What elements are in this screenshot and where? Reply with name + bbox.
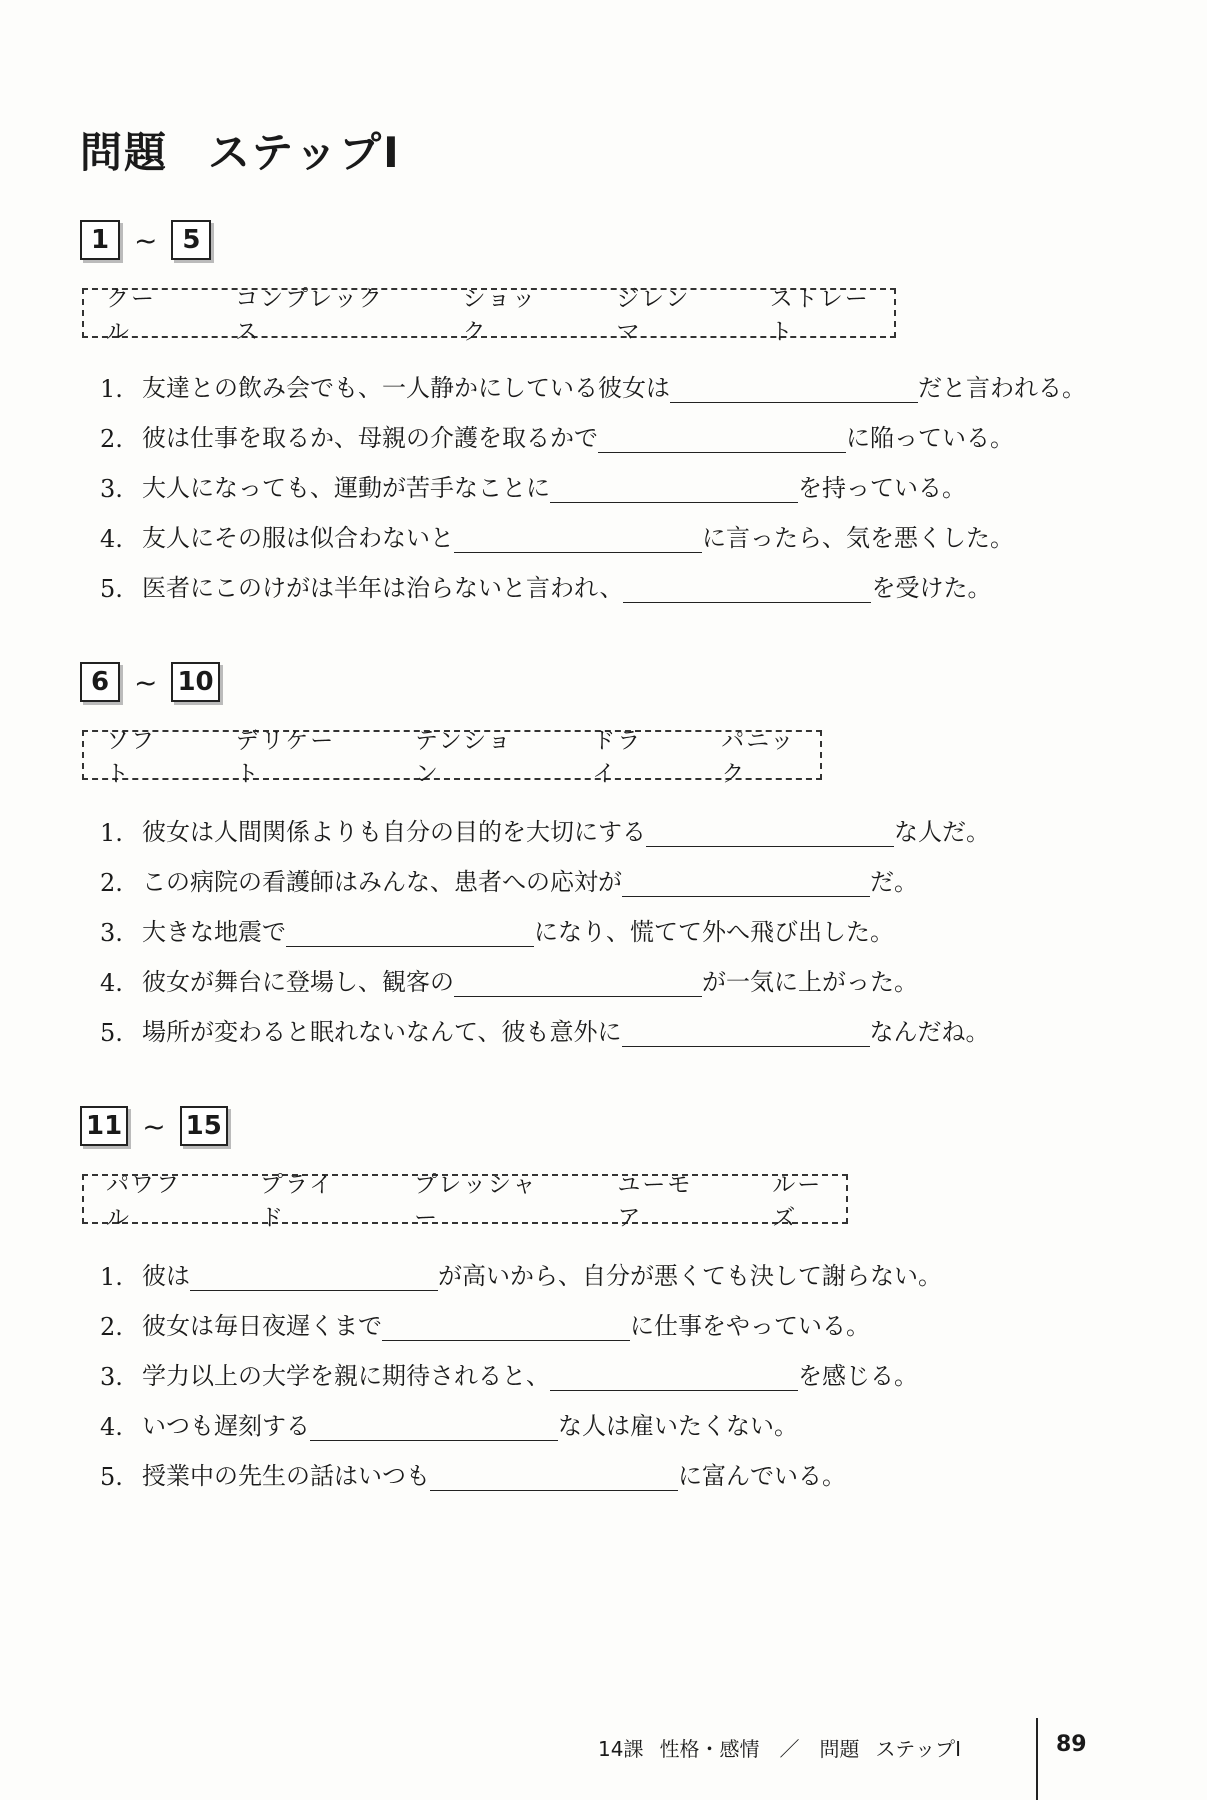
question: 1. 彼女は人間関係よりも自分の目的を大切にする な人だ。 [100,818,990,847]
word-option: ストレート [769,286,870,345]
question: 4. 友人にその服は似合わないと に言ったら、気を悪くした。 [100,524,1014,553]
question: 4. 彼女が舞台に登場し、観客の が一気に上がった。 [100,968,918,997]
answer-blank[interactable] [550,1364,798,1391]
page-title: 問題 ステップⅠ [80,128,401,177]
question: 1. 彼は が高いから、自分が悪くても決して謝らない。 [100,1262,942,1291]
word-bank [82,286,896,345]
word-option: ユーモア [617,1172,693,1231]
word-option: クール [106,286,156,345]
page-footer: 14課 性格・感情 ／ 問題 ステップⅠ [598,1737,961,1761]
word-option: ルーズ [772,1172,823,1231]
page-number: 89 [1056,1732,1087,1757]
answer-blank[interactable] [670,376,918,403]
answer-blank[interactable] [310,1414,558,1441]
word-option: コンプレックス [235,286,384,345]
answer-blank[interactable] [454,970,702,997]
answer-blank[interactable] [430,1464,678,1491]
question: 2. 彼女は毎日夜遅くまで に仕事をやっている。 [100,1312,870,1341]
word-bank [82,1172,848,1231]
question: 5. 場所が変わると眠れないなんて、彼も意外に なんだね。 [100,1018,990,1047]
section-range: 11 ~ 15 [80,1104,228,1148]
footer-divider [1036,1718,1038,1800]
question: 3. 学力以上の大学を親に期待されると、 を感じる。 [100,1362,918,1391]
question: 4. いつも遅刻する な人は雇いたくない。 [100,1412,798,1441]
answer-blank[interactable] [598,426,846,453]
question: 1. 友達との飲み会でも、一人静かにしている彼女は だと言われる。 [100,374,1086,403]
word-option: パワフル [106,1172,181,1231]
answer-blank[interactable] [622,1020,870,1047]
answer-blank[interactable] [190,1264,438,1291]
section-range: 1 ~ 5 [80,218,211,262]
question: 5. 授業中の先生の話はいつも に富んでいる。 [100,1462,846,1491]
word-option: ジレンマ [616,286,691,345]
answer-blank[interactable] [286,920,534,947]
question: 2. この病院の看護師はみんな、患者への応対が だ。 [100,868,918,897]
answer-blank[interactable] [622,870,870,897]
word-bank [82,728,822,787]
answer-blank[interactable] [454,526,702,553]
question: 5. 医者にこのけがは半年は治らないと言われ、 を受けた。 [100,574,992,603]
word-option: テンション [414,728,513,787]
word-option: ドライ [592,728,643,787]
word-option: ショック [462,286,538,345]
answer-blank[interactable] [382,1314,630,1341]
section-range: 6 ~ 10 [80,660,220,704]
question: 2. 彼は仕事を取るか、母親の介護を取るかで に陥っている。 [100,424,1014,453]
answer-blank[interactable] [550,476,798,503]
word-option: パニック [721,728,796,787]
word-option: ソフト [106,728,156,787]
question: 3. 大きな地震で になり、慌てて外へ飛び出した。 [100,918,894,947]
word-option: プライド [259,1172,335,1231]
answer-blank[interactable] [623,576,871,603]
word-option: デリケート [235,728,336,787]
word-option: プレッシャー [414,1172,538,1231]
answer-blank[interactable] [646,820,894,847]
question: 3. 大人になっても、運動が苦手なことに を持っている。 [100,474,966,503]
